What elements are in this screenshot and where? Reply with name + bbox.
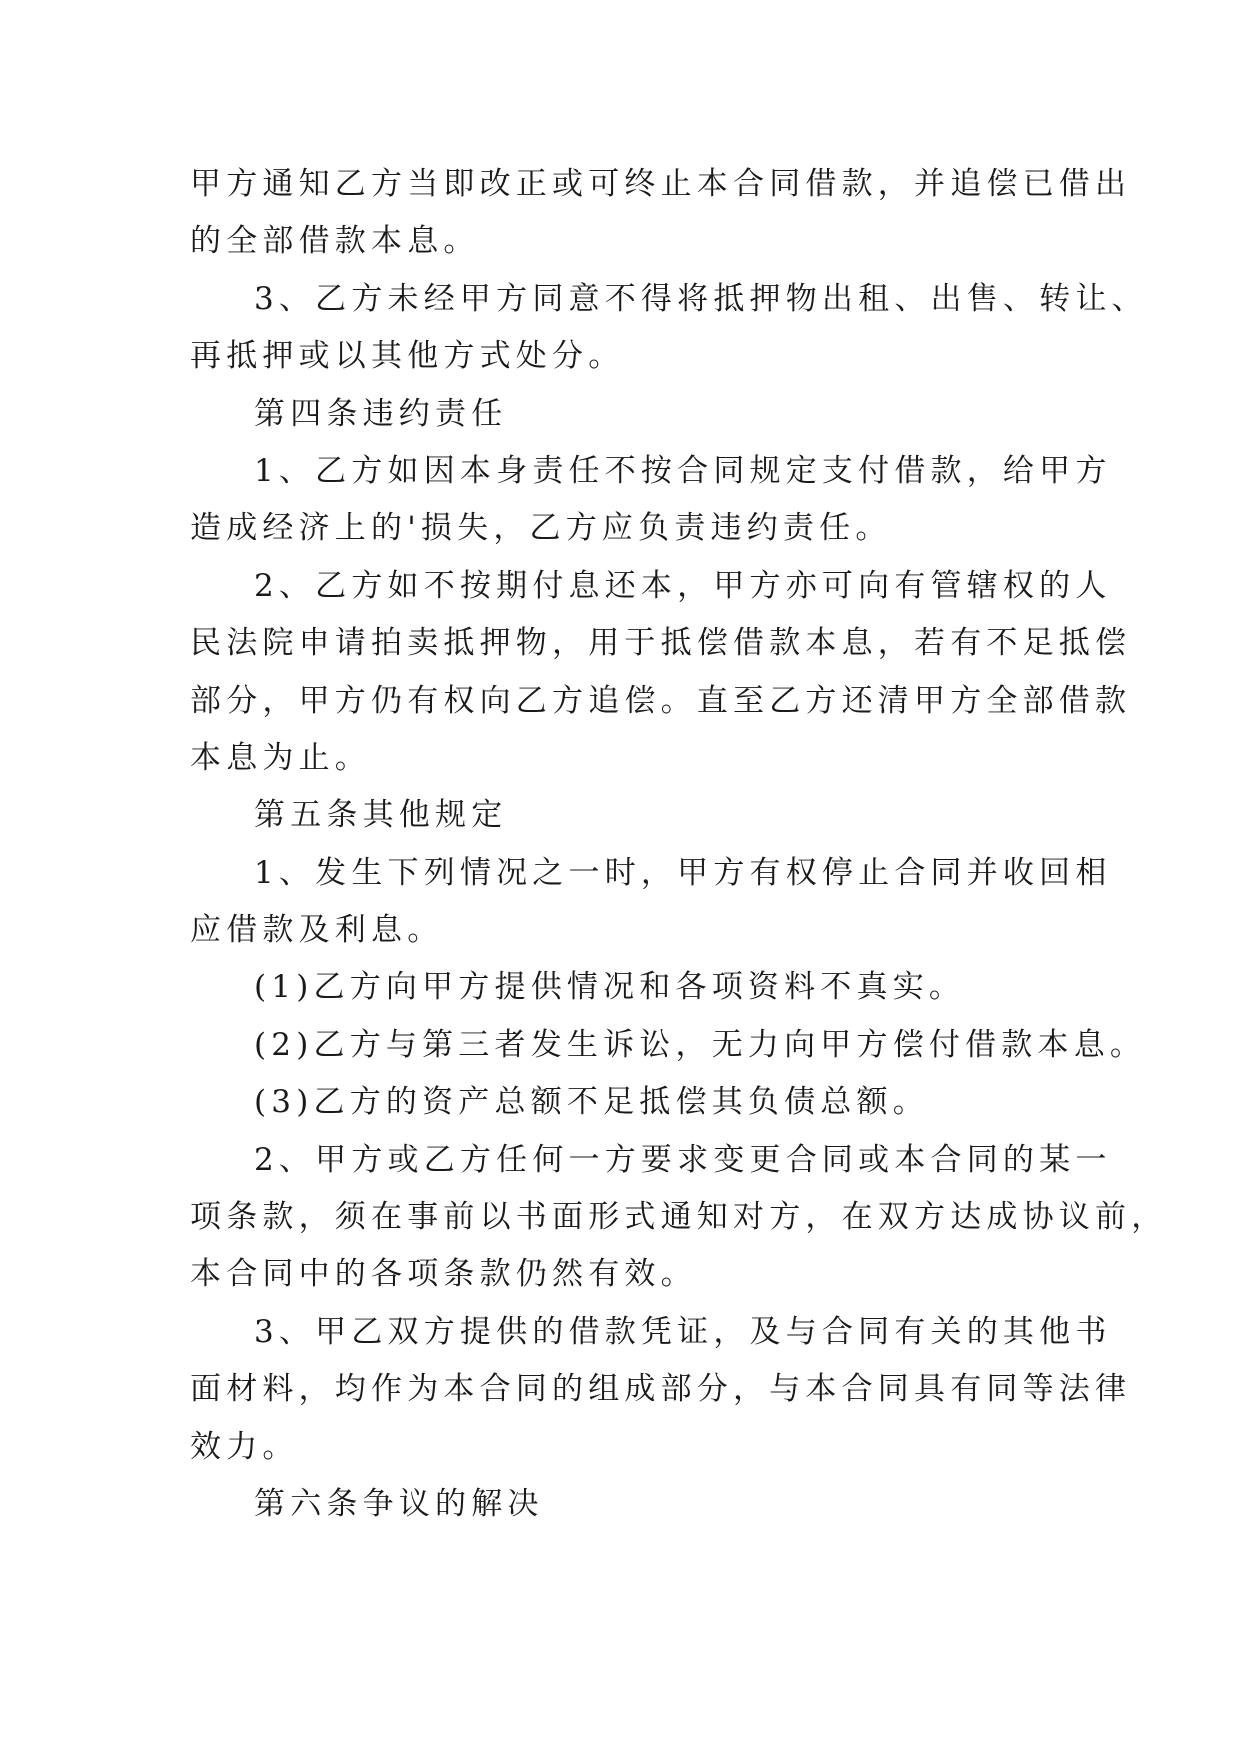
text-line: 效力。 — [190, 1428, 299, 1465]
text-line: 面材料，均作为本合同的组成部分，与本合同具有同等法律 — [190, 1371, 1132, 1408]
text-line: (2)乙方与第三者发生诉讼，无力向甲方偿付借款本息。 — [254, 1026, 1147, 1063]
text-line: 2、甲方或乙方任何一方要求变更合同或本合同的某一 — [254, 1141, 1112, 1178]
text-line: 1、发生下列情况之一时，甲方有权停止合同并收回相 — [254, 854, 1112, 891]
text-line: 1、乙方如因本身责任不按合同规定支付借款，给甲方 — [254, 452, 1112, 489]
text-line: 2、乙方如不按期付息还本，甲方亦可向有管辖权的人 — [254, 567, 1112, 604]
document-body — [190, 156, 1168, 1533]
text-line: 民法院申请拍卖抵押物，用于抵偿借款本息，若有不足抵偿 — [190, 625, 1132, 662]
section-heading: 第四条违约责任 — [254, 395, 508, 432]
text-line: 项条款，须在事前以书面形式通知对方，在双方达成协议前， — [190, 1199, 1168, 1236]
text-line: (3)乙方的资产总额不足抵偿其负债总额。 — [254, 1084, 929, 1121]
text-line: 甲方通知乙方当即改正或可终止本合同借款，并追偿已借出 — [190, 166, 1132, 202]
text-line: 的全部借款本息。 — [190, 223, 480, 260]
text-line: 应借款及利息。 — [190, 912, 444, 949]
text-line: 本合同中的各项条款仍然有效。 — [190, 1256, 697, 1293]
section-heading: 第六条争议的解决 — [254, 1485, 544, 1522]
text-line: 造成经济上的'损失，乙方应负责违约责任。 — [190, 510, 892, 547]
text-line: 3、甲乙双方提供的借款凭证，及与合同有关的其他书 — [254, 1313, 1112, 1350]
text-line: 再抵押或以其他方式处分。 — [190, 338, 625, 375]
text-line: 3、乙方未经甲方同意不得将抵押物出租、出售、转让、 — [254, 280, 1148, 317]
text-line: (1)乙方向甲方提供情况和各项资料不真实。 — [254, 969, 966, 1006]
text-line: 本息为止。 — [190, 739, 371, 776]
text-line: 部分，甲方仍有权向乙方追偿。直至乙方还清甲方全部借款 — [190, 682, 1132, 719]
section-heading: 第五条其他规定 — [254, 797, 508, 834]
